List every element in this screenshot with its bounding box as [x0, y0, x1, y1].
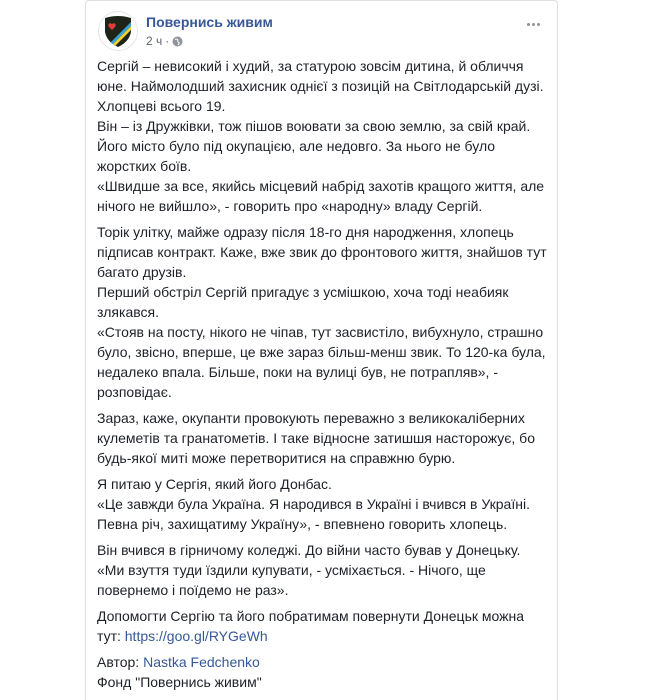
text-line: кулеметів та гранатометів. І таке відносне затишшя насторожує, бо — [97, 430, 535, 446]
text-line: розповідає. — [97, 384, 172, 400]
paragraph-1 — [97, 56, 547, 216]
text-line: Перший обстріл Сергій пригадує з усмішкою, хоча тоді неабияк — [97, 284, 509, 300]
paragraph-2 — [97, 222, 547, 402]
text-line: жорстких боїв. — [97, 158, 192, 174]
post-text — [97, 56, 547, 698]
text-line — [97, 652, 547, 672]
dot-icon — [537, 23, 540, 26]
author-link[interactable]: Nastka Fedchenko — [143, 654, 260, 670]
text-line: будь-якої миті може перетворитися на справжню бурю. — [97, 450, 456, 466]
dot-icon — [527, 23, 530, 26]
post-card — [85, 0, 558, 700]
paragraph-3 — [97, 408, 547, 468]
text-line: злякався. — [97, 304, 159, 320]
text-line: Зараз, каже, окупанти провокують переважно з великокаліберних — [97, 410, 525, 426]
timestamp-link[interactable]: 2 ч — [146, 34, 163, 48]
text-line: Допомогти Сергію та його побратимам повернути Донецьк можна — [97, 608, 525, 624]
text-line: «Швидше за все, якийсь місцевий набрід захотів кращого життя, але — [97, 178, 545, 194]
globe-icon[interactable] — [172, 36, 183, 47]
text-line: «Це завжди була Україна. Я народився в Україні і вчився в Україні. — [97, 496, 530, 512]
dot-icon — [532, 23, 535, 26]
text-line: багато друзів. — [97, 264, 187, 280]
fund-name: Фонд "Повернись живим" — [97, 674, 262, 690]
text-line — [97, 626, 547, 646]
text-line: Хлопцеві всього 19. — [97, 98, 226, 114]
text-line: Він – із Дружківки, тож пішов воювати за свою землю, за свій край. — [97, 118, 531, 134]
text-line: Певна річ, захищатиму Україну», - впевнено говорить хлопець. — [97, 516, 508, 532]
post-header — [98, 11, 545, 53]
text-line: було, звісно, вперше, це вже зараз більш-менш звик. То 120-ка була, — [97, 344, 546, 360]
donate-prefix: тут: — [97, 628, 125, 644]
text-line: Торік улітку, майже одразу після 18-го дня народження, хлопець — [97, 224, 514, 240]
text-line: юне. Наймолодший захисник однієї з позицій на Світлодарській дузі. — [97, 78, 544, 94]
text-line: підписав контракт. Каже, вже звик до фронтового життя, знайшов тут — [97, 244, 547, 260]
credits-paragraph — [97, 652, 547, 692]
post-meta — [146, 34, 183, 48]
page-avatar[interactable] — [98, 11, 138, 51]
meta-separator: · — [165, 34, 170, 48]
shield-logo-icon — [99, 12, 137, 50]
text-line: недалеко впала. Більше, поки на вулиці був, не потрапляв», - — [97, 364, 498, 380]
text-line: Він вчився в гірничому коледжі. До війни часто бував у Донецьку. — [97, 542, 521, 558]
text-line: Я питаю у Сергія, який його Донбас. — [97, 476, 332, 492]
text-line: «Стояв на посту, нікого не чіпав, тут засвистіло, вибухнуло, страшно — [97, 324, 544, 340]
more-options-button[interactable] — [521, 17, 545, 31]
text-line: нічого не вийшло», - говорить про «народну» владу Сергій. — [97, 198, 483, 214]
text-line: повернемо і поїдемо не раз». — [97, 582, 289, 598]
text-line: «Ми взуття туди їздили купувати, - усміхається. - Нічого, ще — [97, 562, 486, 578]
donate-link[interactable]: https://goo.gl/RYGeWh — [124, 628, 268, 644]
text-line: Його місто було під окупацією, але недовго. За нього не було — [97, 138, 496, 154]
text-line: Сергій – невисокий і худий, за статурою зовсім дитина, й обличчя — [97, 58, 524, 74]
donate-paragraph — [97, 606, 547, 646]
paragraph-4 — [97, 474, 547, 534]
page-name-link[interactable]: Повернись живим — [146, 14, 273, 30]
author-label: Автор: — [97, 654, 144, 670]
paragraph-5 — [97, 540, 547, 600]
